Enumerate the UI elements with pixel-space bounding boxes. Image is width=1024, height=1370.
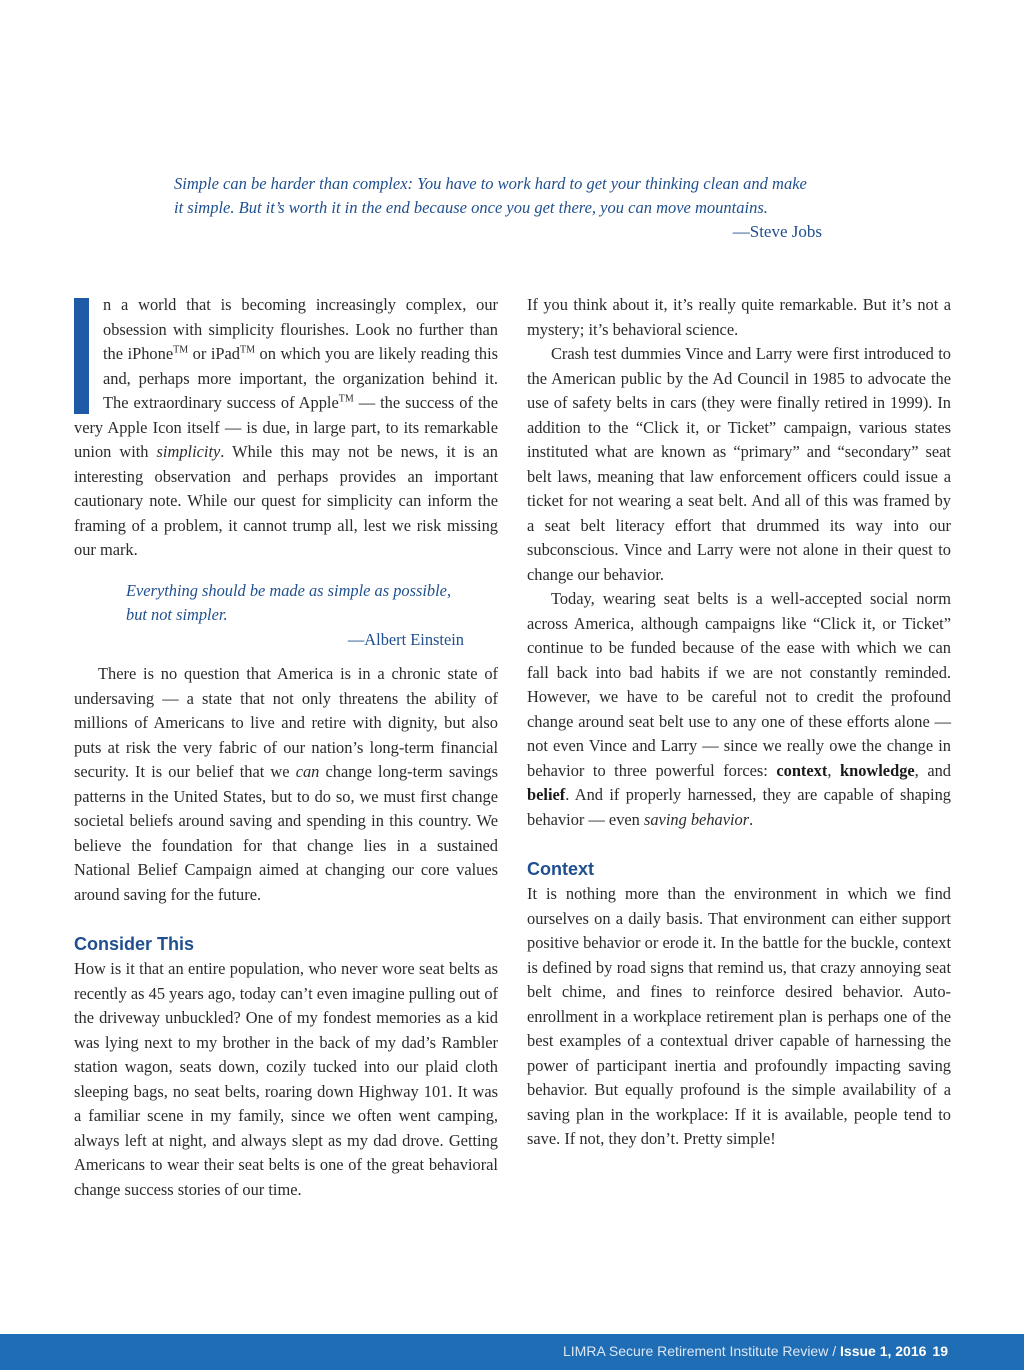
epigraph-attribution: —Steve Jobs bbox=[732, 222, 822, 241]
force-context: context bbox=[776, 760, 828, 780]
footer-publication: LIMRA Secure Retirement Institute Review bbox=[563, 1343, 829, 1359]
heading-context: Context bbox=[527, 859, 594, 879]
pull-quote-attribution: —Albert Einstein bbox=[347, 629, 464, 649]
emphasis-simplicity: simplicity bbox=[156, 442, 221, 461]
pull-quote bbox=[126, 579, 464, 653]
body-paragraph: It is nothing more than the environment in which we find ourselves on a daily basis. That environment can either support positive behavior or erode it. In the battle for the buckle, context is defined by road signs that remind us, that crazy annoying seat belt chime, and fines to reinforce desired behavior. Auto-enrollment in a workplace retirement plan is perhaps one of the best examples of a contextual driver capable of harnessing the power of participant inertia and profoundly impacting saving behavior. But equally profound is the simple availability of a saving plan in the workplace: If it is available, people tend to save. If not, they don’t. Pretty simple! bbox=[527, 884, 951, 1148]
body-paragraph: Today, wearing seat belts is a well-accepted social norm across America, although campaigns like “Click it, or Ticket” continue to be funded because of the ease with which we can fall back into bad habits if we are not constantly reminded. However, we have to be careful not to credit the profound change around seat belt use to any one of these efforts alone — not even Vince and Larry — since we really owe the change in behavior to three powerful forces: context, knowledge, and belief. And if properly harnessed, they are capable of shaping behavior — even saving behavior. bbox=[527, 589, 951, 829]
pull-quote-line-1: Everything should be made as simple as possible, bbox=[126, 580, 452, 600]
body-paragraph: How is it that an entire population, who never wore seat belts as recently as 45 years ago, today can’t even imagine pulling out of the driveway unbuckled? One of my fondest memories as a kid was lying next to my brother in the back of my dad’s Rambler station wagon, seats down, cozily tucked into our plaid cloth sleeping bags, no seat belts, roaring down Highway 101. It was a familiar scene in my family, since we often went camping, always left at night, and always slept as my dad drove. Getting Americans to wear their seat belts is one of the great behavioral change success stories of our time. bbox=[74, 959, 498, 1199]
intro-paragraph: n a world that is becoming increasingly complex, our obsession with simplicity flourishes. Look no further than the iPhone™ or iPad™ on which you are likely reading this and, perhaps more important, the organization behind it. The extraordinary success of Apple™ — the success of the very Apple Icon itself — is due, in large part, to its remarkable union with simplicity. While this may not be news, it is an interesting observation and perhaps provides an important cautionary note. While our quest for simplicity can inform the framing of a problem, it cannot trump all, lest we risk missing our mark. bbox=[74, 295, 499, 559]
footer-text: LIMRA Secure Retirement Institute Review / Issue 1, 2016 19 bbox=[563, 1343, 948, 1359]
epigraph-quote bbox=[174, 172, 824, 244]
epigraph-line-2: it simple. But it’s worth it in the end because once you get there, you can move mountains. bbox=[174, 198, 768, 217]
page-number: 19 bbox=[932, 1343, 948, 1359]
force-belief: belief bbox=[527, 785, 566, 804]
page-footer bbox=[0, 1334, 1024, 1370]
drop-cap-bar bbox=[74, 298, 89, 414]
right-column bbox=[527, 293, 951, 1152]
pull-quote-line-2: but not simpler. bbox=[126, 605, 228, 624]
body-paragraph: Crash test dummies Vince and Larry were first introduced to the American public by the Ad Council in 1985 to advocate the use of safety belts in cars (they were finally retired in 1999). In addition to the “Click it, or Ticket” campaign, various states instituted what are known as “primary” and “secondary” seat belt laws, meaning that law enforcement officers could issue a ticket for not wearing a seat belt. And all of this was framed by a seat belt literacy effort that drummed its way into our subconscious. Vince and Larry were not alone in their quest to change our behavior. bbox=[527, 344, 951, 584]
epigraph-line-1: Simple can be harder than complex: You have to work hard to get your thinking clean and make bbox=[174, 174, 807, 193]
left-column bbox=[74, 293, 498, 1202]
heading-consider-this: Consider This bbox=[74, 934, 195, 954]
footer-issue: Issue 1, 2016 bbox=[840, 1343, 927, 1359]
body-paragraph: There is no question that America is in a chronic state of undersaving — a state that not only threatens the ability of millions of Americans to live and retire with dignity, but also puts at risk the very fabric of our nation’s long-term financial security. It is our belief that we can change long-term savings patterns in the United States, but to do so, we must first change societal beliefs around saving and spending in this country. We believe the foundation for that change lies in a sustained National Belief Campaign aimed at changing our core values around saving for the future. bbox=[74, 664, 498, 904]
force-knowledge: knowledge bbox=[839, 760, 915, 780]
body-paragraph: If you think about it, it’s really quite remarkable. But it’s not a mystery; it’s behavioral science. bbox=[527, 295, 951, 339]
